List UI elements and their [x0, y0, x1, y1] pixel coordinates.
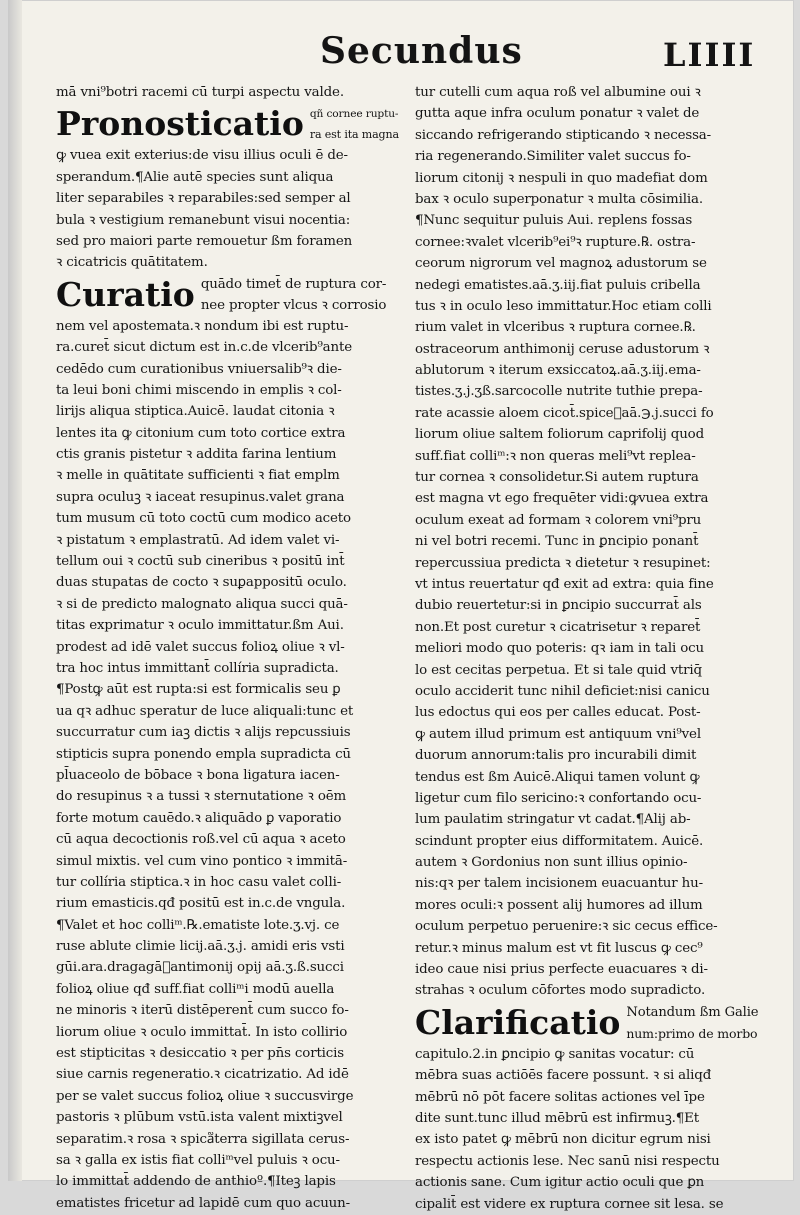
text-line: supra oculuꝫ ꝛ iaceat resupinus.valet grana: [56, 489, 345, 505]
text-line: cipalit̄ est videre ex ruptura cornee sit lesa. se: [415, 1196, 724, 1212]
text-line: gutta aque infra oculum ponatur ꝛ valet de: [415, 106, 700, 122]
text-line: prodest ad idē valet succus folioꝝ oliue ꝛ vl-: [56, 639, 345, 655]
text-line: ruse ablute climie licij.aā.ʒ.j. amidi eris vsti: [56, 939, 345, 955]
text-line: ꝛ si de predicto malognato aliqua succi quā-: [56, 596, 348, 612]
text-line: lentes ita ꝙ citonium cum toto cortice extra: [56, 425, 346, 441]
text-line: ablutorum ꝛ iterum exsiccatoꝝ.aā.ʒ.iij.ema-: [415, 363, 701, 379]
text-line: succurratur cum iaꝫ dictis ꝛ alijs repcussiuis: [56, 725, 351, 741]
text-line: duorum annorum:talis pro incurabili dimit: [415, 748, 697, 764]
text-line: num:primo de morbo: [626, 1025, 758, 1041]
text-line: nem vel apostemata.ꝛ nondum ibi est ruptu-: [56, 318, 349, 334]
text-line: ex isto patet ꝙ mēbrū non dicitur egrum nisi: [415, 1132, 711, 1148]
text-line: suff.fiat colliᵐ:ꝛ non queras meli⁹vt replea-: [415, 448, 696, 464]
text-line: ta leui boni chimi miscendo in emplis ꝛ col-: [56, 382, 342, 398]
text-line: titas exprimatur ꝛ oculo immittatur.ßm Aui.: [56, 618, 344, 634]
rubric-block-pronosticatio: [56, 103, 400, 145]
text-line: ideo caue nisi prius perfecte euacuares ꝛ di-: [415, 962, 708, 978]
text-line: oculum exeat ad formam ꝛ colorem vni⁹pru: [415, 512, 702, 528]
text-block: [415, 1044, 759, 1215]
text-line: cedēdo cum curationibus vniuersalib⁹ꝛ die-: [56, 361, 342, 377]
text-line: ua qꝛ adhuc speratur de luce aliquali:tunc et: [56, 703, 354, 719]
text-line: folioꝝ oliue qđ suff.fiat colliᵐi modū auella: [56, 981, 335, 997]
text-line: tellum oui ꝛ coctū sub cineribus ꝛ positū int̄: [56, 554, 345, 570]
text-line: nedegi ematistes.aā.ʒ.iij.fiat puluis cribella: [415, 277, 701, 293]
text-line: oculo acciderit tunc nihil deficiet:nisi canicu: [415, 683, 710, 699]
text-line: oculum perpetuo peruenire:ꝛ sic cecus effice-: [415, 919, 718, 935]
text-line: retur.ꝛ minus malum est vt fit luscus ꝙ cec⁹: [415, 940, 703, 956]
text-line: liorum citonij ꝛ nespuli in quo madefiat dom: [415, 170, 708, 186]
text-line: ni vel botri recemi. Tunc in ꝑncipio ponant̄: [415, 534, 699, 550]
rubric-side-text: [626, 1002, 759, 1044]
page-fold-shadow: [8, 0, 22, 1181]
text-line: gūi.ara.dragagā᷑antimonij opij aā.ʒ.ß.succi: [56, 960, 344, 976]
text-line: tur cutelli cum aqua roß vel albumine oui ꝛ: [415, 85, 701, 100]
text-line: simul mixtis. vel cum vino pontico ꝛ immitā-: [56, 853, 348, 869]
text-line: pastoris ꝛ plūbum vstū.ista valent mixtiꝫvel: [56, 1110, 343, 1126]
text-block: [56, 145, 400, 273]
text-line: dubio reuertetur:si in ꝑncipio succurrat̄ als: [415, 598, 702, 614]
text-line: tum musum cū toto coctū cum modico aceto: [56, 511, 351, 527]
text-line: stipticis supra ponendo empla supradicta cū: [56, 746, 351, 762]
text-line: duas stupatas de cocto ꝛ suꝑappositū oculo.: [56, 575, 347, 591]
text-line: mēbra suas actiōēs facere possunt. ꝛ si aliqđ: [415, 1068, 712, 1084]
text-line: ematistes fricetur ad lapidē cum quo acuun-: [56, 1195, 351, 1211]
text-line: tistes.ʒ.j.ʒß.sarcocolle nutrite tuthie prepa-: [415, 384, 703, 400]
text-line: sa ꝛ galla ex istis fiat colliᵐvel puluis ꝛ ocu-: [56, 1152, 340, 1168]
text-line: cornee:ꝛvalet vlcerib⁹ei⁹ꝛ rupture.℞. ostra-: [415, 234, 696, 250]
text-line: lirijs aliqua stiptica.Auicē. laudat citonia ꝛ: [56, 404, 335, 420]
text-line: respectu actionis lese. Nec sanū nisi respectu: [415, 1153, 720, 1169]
text-line: meliori modo quo poteris: qꝛ iam in tali ocu: [415, 641, 704, 657]
text-line: non.Et post curetur ꝛ cicatrisetur ꝛ reparet̄: [415, 619, 701, 635]
text-line: autem ꝛ Gordonius non sunt illius opinio-: [415, 855, 688, 871]
rubric-side-text: [201, 274, 400, 316]
text-line: scindunt propter eius difformitatem. Auicē.: [415, 833, 704, 849]
text-line: siue carnis regeneratio.ꝛ cicatrizatio. Ad idē: [56, 1067, 349, 1083]
text-line: separatim.ꝛ rosa ꝛ spica᷑terra sigillata cerus-: [56, 1131, 350, 1147]
folio-number: LIIII: [663, 36, 756, 74]
text-line: bula ꝛ vestigium remanebunt visui nocentia:: [56, 212, 351, 228]
text-line: tendus est ßm Auicē.Aliqui tamen volunt ꝙ: [415, 769, 700, 785]
text-line: ꝙ vuea exit exterius:de visu illius oculi ē de-: [56, 148, 348, 164]
text-line: ne minoris ꝛ iterū distēperent̄ cum succo fo-: [56, 1003, 349, 1019]
text-line: cū aqua decoctionis roß.vel cū aqua ꝛ aceto: [56, 832, 346, 848]
text-line: dite sunt.tunc illud mēbrū est infirmuꝫ.¶Et: [415, 1110, 699, 1126]
text-line: Notandum ßm Galie: [626, 1004, 759, 1020]
text-line: est magna vt ego frequēter vidi:ꝙvuea extra: [415, 491, 709, 507]
text-line: tus ꝛ in oculo leso immittatur.Hoc etiam colli: [415, 298, 712, 314]
text-line: nee propter vlcus ꝛ corrosio: [200, 297, 387, 313]
book-page: [8, 0, 794, 1212]
running-head: Secundus: [320, 30, 523, 72]
rubric-heading: Pronosticatio: [56, 104, 304, 144]
text-line: lo immittat̄ addendo de anthioº.¶Iteꝫ lapis: [56, 1174, 336, 1190]
text-line: ¶Postꝙ aūt est rupta:si est formicalis seu ꝑ: [56, 682, 341, 698]
text-line: ꝛ pistatum ꝛ emplastratū. Ad idem valet vi-: [56, 532, 340, 548]
text-line: ria regenerando.Similiter valet succus fo-: [415, 149, 691, 165]
text-line: sed pro maiori parte remouetur ßm foramen: [56, 233, 353, 249]
text-line: siccando refrigerando stipticando ꝛ necessa-: [415, 127, 712, 143]
rubric-block-clarificatio: [415, 1002, 759, 1044]
text-line: sperandum.¶Alie autē species sunt aliqua: [56, 169, 334, 185]
text-line: vt intus reuertatur qđ exit ad extra: quia fine: [415, 576, 714, 592]
text-block: [56, 316, 400, 1214]
text-line: per se valet succus folioꝝ oliue ꝛ succusvirge: [56, 1088, 354, 1104]
right-column: [415, 82, 759, 1212]
text-line: lo est cecitas perpetua. Et si tale quid vtriq̄: [415, 662, 702, 678]
text-line: ra.curet̄ sicut dictum est in.c.de vlcerib⁹ante: [56, 340, 352, 356]
text-line: mores oculi:ꝛ possent alij humores ad illum: [415, 897, 703, 913]
text-line: liorum oliue ꝛ oculo immittat̄. In isto collirio: [56, 1024, 348, 1040]
text-line: ceorum nigrorum vel magnoꝝ adustorum se: [415, 256, 707, 272]
text-line: rium valet in vlceribus ꝛ ruptura cornee.℞.: [415, 320, 696, 336]
rubric-side-text: [310, 103, 400, 145]
text-line: rium emasticis.qđ positū est in.c.de vngula.: [56, 896, 346, 912]
text-line: liorum oliue saltem foliorum caprifolij quod: [415, 427, 705, 443]
text-line: ligetur cum filo sericino:ꝛ confortando ocu-: [415, 790, 702, 806]
text-line: ¶Valet et hoc colliᵐ.℞.ematiste lote.ʒ.vj. ce: [56, 917, 340, 933]
text-line: capitulo.2.in ꝑncipio ꝙ sanitas vocatur: cū: [415, 1046, 695, 1062]
text-line: actionis sane. Cum igitur actio oculi que ꝑn: [415, 1175, 705, 1191]
text-line: mēbrū nō pōt facere solitas actiones vel īpe: [415, 1089, 705, 1105]
text-line: tra hoc intus immittant̄ collíria supradicta.: [56, 660, 339, 676]
text-line: ostraceorum anthimonij ceruse adustorum ꝛ: [415, 341, 710, 357]
text-line: rate acassie aloem cicot̄.spice᷑aā.℈.j.succi fo: [415, 405, 714, 421]
text-line: bax ꝛ oculo superponatur ꝛ multa cōsimilia.: [415, 191, 703, 207]
text-line: ꝛ melle in quātitate sufficienti ꝛ fiat emplm: [56, 468, 340, 484]
text-line: nis:qꝛ per talem incisionem euacuantur hu-: [415, 876, 703, 892]
text-line: ꝛ cicatricis quātitatem.: [56, 255, 208, 271]
text-line: strahas ꝛ oculum cōfortes modo supradicto.: [415, 983, 706, 999]
text-line: ra est ita magna: [309, 128, 399, 142]
text-line: ꝙ autem illud primum est antiquum vni⁹vel: [415, 726, 701, 742]
text-line: ctis granis pistetur ꝛ addita farina lentium: [56, 447, 337, 463]
rubric-block-curatio: [56, 274, 400, 316]
text-line: quādo timet̄ de ruptura cor-: [200, 276, 387, 292]
rubric-heading: Curatio: [56, 274, 195, 314]
text-line: tur cornea ꝛ consolidetur.Si autem ruptura: [415, 470, 699, 486]
text-line: lum paulatim stringatur vt cadat.¶Alij ab-: [415, 812, 691, 828]
text-line: mā vni⁹botri racemi cū turpi aspectu valde.: [56, 85, 344, 100]
text-line: tur collíria stiptica.ꝛ in hoc casu valet colli-: [56, 874, 342, 890]
left-column: [56, 82, 400, 1211]
text-line: pl̄uaceolo de bōbace ꝛ bona ligatura iacen-: [56, 767, 340, 783]
text-line: est stipticitas ꝛ desiccatio ꝛ per pn̄s corticis: [56, 1046, 345, 1062]
text-line: lus edoctus qui eos per calles educat. Post-: [415, 705, 701, 721]
text-line: ¶Nunc sequitur puluis Aui. replens fossas: [415, 213, 693, 229]
text-block: [415, 82, 759, 1002]
text-line: qñ cornee ruptu-: [309, 107, 399, 121]
text-line: forte motum cauēdo.ꝛ aliquādo ꝑ vaporatio: [56, 810, 342, 826]
text-line: liter separabiles ꝛ reparabiles:sed semper al: [56, 191, 351, 207]
rubric-heading: Clarificatio: [415, 1002, 621, 1042]
text-line: do resupinus ꝛ a tussi ꝛ sternutatione ꝛ oēm: [56, 789, 347, 805]
text-line: repercussiua predicta ꝛ dietetur ꝛ resupinet:: [415, 555, 711, 571]
